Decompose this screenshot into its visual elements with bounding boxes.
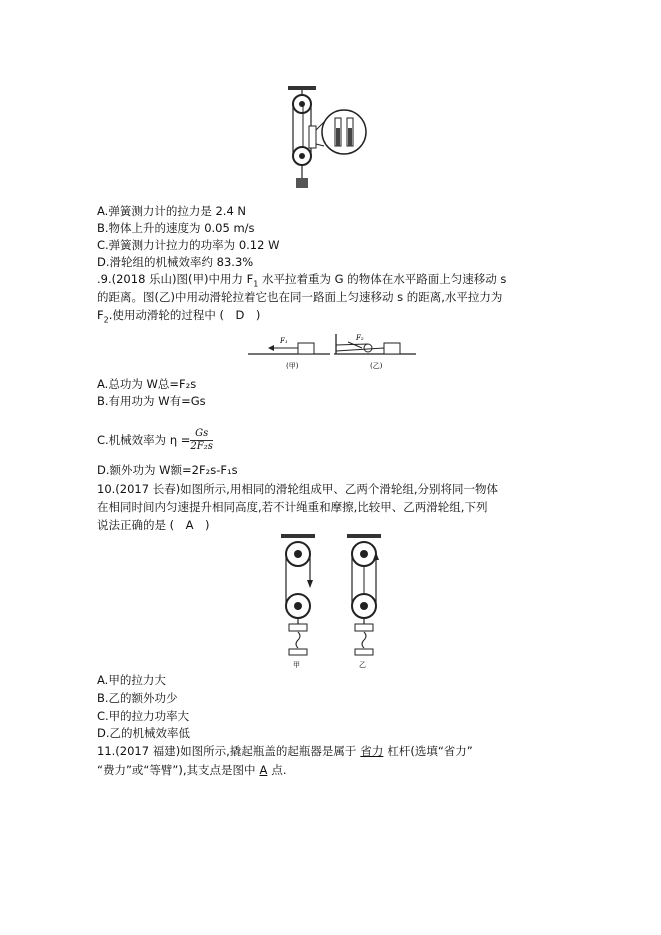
fig-label-yi: (乙) (370, 362, 383, 370)
q11-answer-1: 省力 (360, 744, 384, 758)
q9-line-2: 的距离。图(乙)中用动滑轮拉着它也在同一路面上匀速移动 s 的距离,水平拉力为 (97, 290, 503, 304)
q8-option-b: B.物体上升的速度为 0.05 m/s (97, 221, 255, 235)
pulley-systems-figure (276, 532, 386, 672)
q11-line-2: “费力”或“等臂”),其支点是图中 A 点. (97, 763, 287, 777)
q10-option-c: C.甲的拉力功率大 (97, 709, 190, 723)
f1-label: F₁ (280, 337, 288, 345)
q11-line-1: 11.(2017 福建)如图所示,撬起瓶盖的起瓶器是属于 省力 杠杆(选填“省力” (97, 744, 473, 758)
fig-label-jia: (甲) (286, 362, 299, 370)
pulley-scale-figure (280, 86, 380, 198)
q10-option-d: D.乙的机械效率低 (97, 726, 191, 740)
q9-option-a: A.总功为 W总=F₂s (97, 377, 197, 391)
f2-label: F₂ (356, 334, 364, 342)
q9-option-b: B.有用功为 W有=Gs (97, 394, 206, 408)
q9-line-3: $F_2$.使用动滑轮的过程中 ( D ) (97, 308, 261, 325)
q10-option-b: B.乙的额外功少 (97, 691, 178, 705)
q9-line-1: .9.(2018 乐山)图(甲)中用力 $F_1$ 水平拉着重为 G 的物体在水平路面上匀速移动 s (97, 272, 507, 289)
q9-option-d: D.额外功为 W额=2F₂s-F₁s (97, 463, 238, 477)
horizontal-pull-figure (246, 330, 418, 374)
fig-label-yi-10: 乙 (359, 661, 366, 669)
q10-line-3: 说法正确的是 ( A ) (97, 518, 210, 532)
q10-option-a: A.甲的拉力大 (97, 673, 166, 687)
efficiency-fraction: $\frac{Gs}{\text{2F₂s}}$ (190, 428, 213, 452)
q10-line-1: 10.(2017 长春)如图所示,用相同的滑轮组成甲、乙两个滑轮组,分别将同一物体 (97, 482, 498, 496)
q11-answer-2: A (259, 763, 268, 777)
fig-label-jia-10: 甲 (293, 661, 300, 669)
q8-option-a: A.弹簧测力计的拉力是 2.4 N (97, 204, 247, 218)
q9-option-c: C.机械效率为 η = $\frac{Gs}{\text{2F₂s}}$ (97, 428, 213, 452)
q8-option-d: D.滑轮组的机械效率约 83.3% (97, 255, 254, 269)
q10-line-2: 在相同时间内匀速提升相同高度,若不计绳重和摩擦,比较甲、乙两滑轮组,下列 (97, 500, 488, 514)
q8-option-c: C.弹簧测力计拉力的功率为 0.12 W (97, 238, 280, 252)
